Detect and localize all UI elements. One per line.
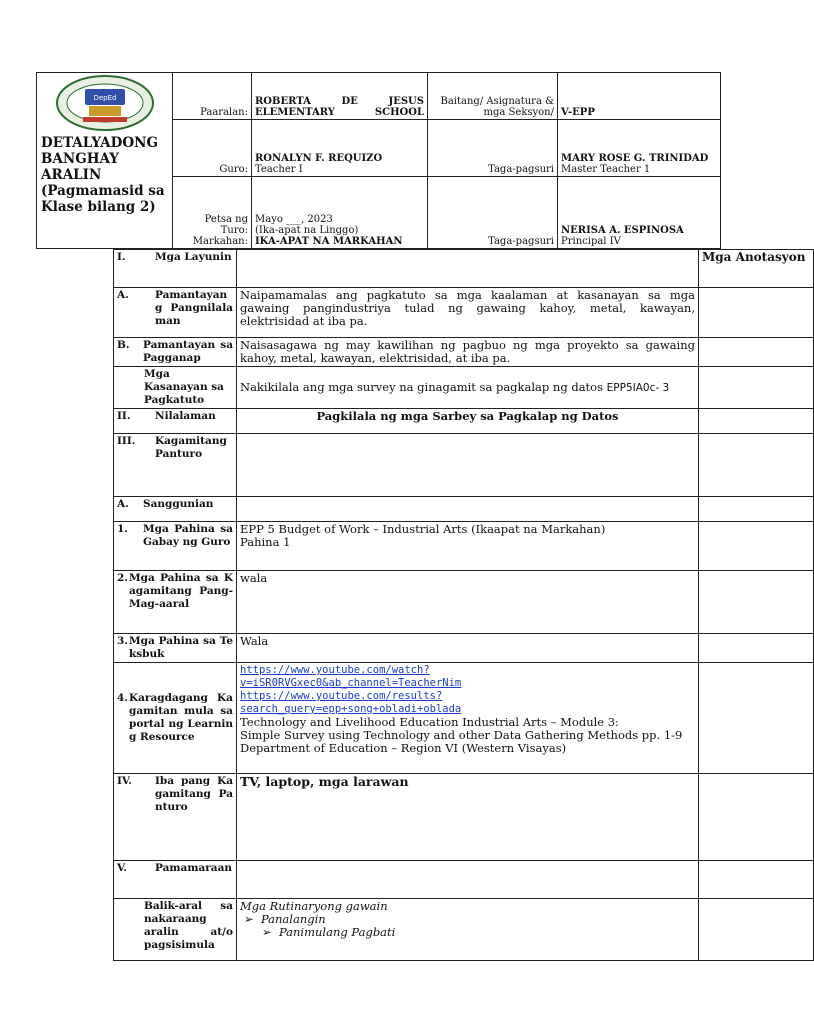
row-number: A. [117,498,129,510]
row-number: 2. [117,572,128,584]
module-reference: Technology and Livelihood Education Industrial Arts – Module 3: [240,715,619,729]
row-content [237,899,699,961]
row-number: A. [117,289,129,301]
row-content [237,250,699,288]
table-row [114,434,814,497]
table-row [114,522,814,571]
grade-label: Baitang/ Asignatura & mga Seksyon/ [428,73,558,120]
row-label: Sanggunian [143,498,214,510]
annotation-cell [699,338,814,367]
row-label: Mga Layunin [155,251,232,263]
teacher-cell [252,120,428,177]
row-content: TV, laptop, mga larawan [237,774,699,861]
routine-title: Mga Rutinaryong gawain [240,899,388,913]
row-label: Balik-aral sa nakaraang aralin at/o pagsisimula [114,899,237,961]
teacher-name: RONALYN F. REQUIZO [255,153,383,164]
row-label: Pamantayang Pangnilalaman [155,289,233,327]
routine-greeting: Panimulang Pagbati [278,925,396,939]
row-number: I. [117,251,126,263]
annotation-cell [699,522,814,571]
row-number: IV. [117,775,132,787]
table-row [114,571,814,634]
teacher-label: Guro: [173,120,252,177]
row-label: Pamantayan sa Pagganap [143,339,233,364]
row-content: wala [237,571,699,634]
annotation-cell [699,367,814,409]
observer-label: Taga-pagsuri [428,120,558,177]
row-content [237,367,699,409]
row-number: B. [117,339,130,351]
table-row [114,774,814,861]
grade-value: V-EPP [558,73,721,120]
observer2-name: NERISA A. ESPINOSA [561,225,684,236]
annotation-cell [699,634,814,663]
annotations-header: Mga Anotasyon [699,250,814,288]
row-content [237,434,699,497]
row-label: Karagdagang Kagamitan mula sa portal ng Learning Resource [129,692,233,743]
observer1-position: Master Teacher 1 [561,164,651,175]
arrow-bullet-icon: ➢ [262,925,272,939]
date-cell [252,177,428,249]
observer1-cell [558,120,721,177]
header-table [36,72,721,249]
list-item [262,926,695,939]
module-subtitle: Simple Survey using Technology and other Data Gathering Methods pp. 1-9 [240,728,683,742]
week-value: (Ika-apat na Linggo) [255,225,359,236]
youtube-link-2-cont[interactable]: search_query=epp+song+obladi+oblada [240,703,462,715]
routine-prayer: Panalangin [260,912,326,926]
table-row [114,634,814,663]
observer2-cell [558,177,721,249]
title-cell [37,73,173,249]
school-logo [55,75,155,131]
observer2-label: Taga-pagsuri [428,177,558,249]
row-label: Mga Pahina sa Teksbuk [129,635,233,660]
quarter-value: IKA-APAT NA MARKAHAN [255,236,403,247]
teacher-guide-page: Pahina 1 [240,535,291,549]
annotation-cell [699,774,814,861]
annotation-cell [699,571,814,634]
teacher-guide-reference: EPP 5 Budget of Work – Industrial Arts (Ikaapat na Markahan) [240,522,606,536]
arrow-bullet-icon: ➢ [244,912,254,926]
row-number: III. [117,435,136,447]
youtube-link-2[interactable]: https://www.youtube.com/results? [240,690,443,702]
row-number: 4. [117,692,128,704]
table-row [114,367,814,409]
competency-text: Nakikilala ang mga survey na ginagamit sa pagkalap ng datos [240,379,604,394]
annotation-cell [699,434,814,497]
table-row [114,409,814,434]
row-label: Mga Kasanayan sa Pagkatuto [114,367,237,409]
row-label: Mga Pahina sa Kagamitang Pang-Mag-aaral [129,572,233,610]
annotation-cell [699,663,814,774]
row-content: Naisasagawa ng may kawilihan ng pagbuo ng mga proyekto sa gawaing kahoy, metal, kawayan, elektrisidad, at iba pa. [237,338,699,367]
row-number: 1. [117,523,128,535]
date-value: Mayo ___, 2023 [255,214,333,225]
annotation-cell [699,861,814,899]
table-row [114,288,814,338]
row-number: II. [117,410,131,422]
logo-banner-text: DepEd [92,94,117,102]
table-row [114,861,814,899]
row-content: Naipamamalas ang pagkatuto sa mga kaalaman at kasanayan sa mga gawaing pangindustriya tulad ng gawaing kahoy, metal, kawayan, elektrisidad at iba pa. [237,288,699,338]
competency-code: EPP5IA0c- 3 [606,381,670,394]
observer2-position: Principal IV [561,236,621,247]
table-row [114,338,814,367]
table-row [114,663,814,774]
row-label: Mga Pahina sa Gabay ng Guro [143,523,233,548]
row-label: Iba pang Kagamitang Panturo [155,775,233,813]
row-number: V. [117,862,127,874]
youtube-link-1-cont[interactable]: v=iSR0RVGxec0&ab_channel=TeacherNim [240,677,462,689]
table-row [114,899,814,961]
row-number: 3. [117,635,128,647]
row-label: Pamamaraan [155,862,233,874]
table-row [114,250,814,288]
date-label: Petsa ng Turo: Markahan: [173,177,252,249]
row-label: Kagamitang Panturo [155,435,227,460]
youtube-link-1[interactable]: https://www.youtube.com/watch? [240,664,430,676]
school-value: ROBERTA DE JESUS ELEMENTARY SCHOOL [252,73,428,120]
annotation-cell [699,497,814,522]
deped-region: Department of Education – Region VI (Western Visayas) [240,741,567,755]
row-content [237,497,699,522]
observer1-name: MARY ROSE G. TRINIDAD [561,153,709,164]
annotation-cell [699,288,814,338]
row-content [237,663,699,774]
table-row [114,497,814,522]
row-content [237,522,699,571]
annotation-cell [699,899,814,961]
row-label: Nilalaman [155,410,216,422]
lesson-plan-table [113,249,814,961]
row-content: Wala [237,634,699,663]
school-label: Paaralan: [173,73,252,120]
annotation-cell [699,409,814,434]
document-title: DETALYADONG BANGHAY ARALIN (Pagmamasid sa Klase bilang 2) [41,135,165,215]
teacher-position: Teacher I [255,164,303,175]
row-content: Pagkilala ng mga Sarbey sa Pagkalap ng Datos [237,409,699,434]
row-content [237,861,699,899]
